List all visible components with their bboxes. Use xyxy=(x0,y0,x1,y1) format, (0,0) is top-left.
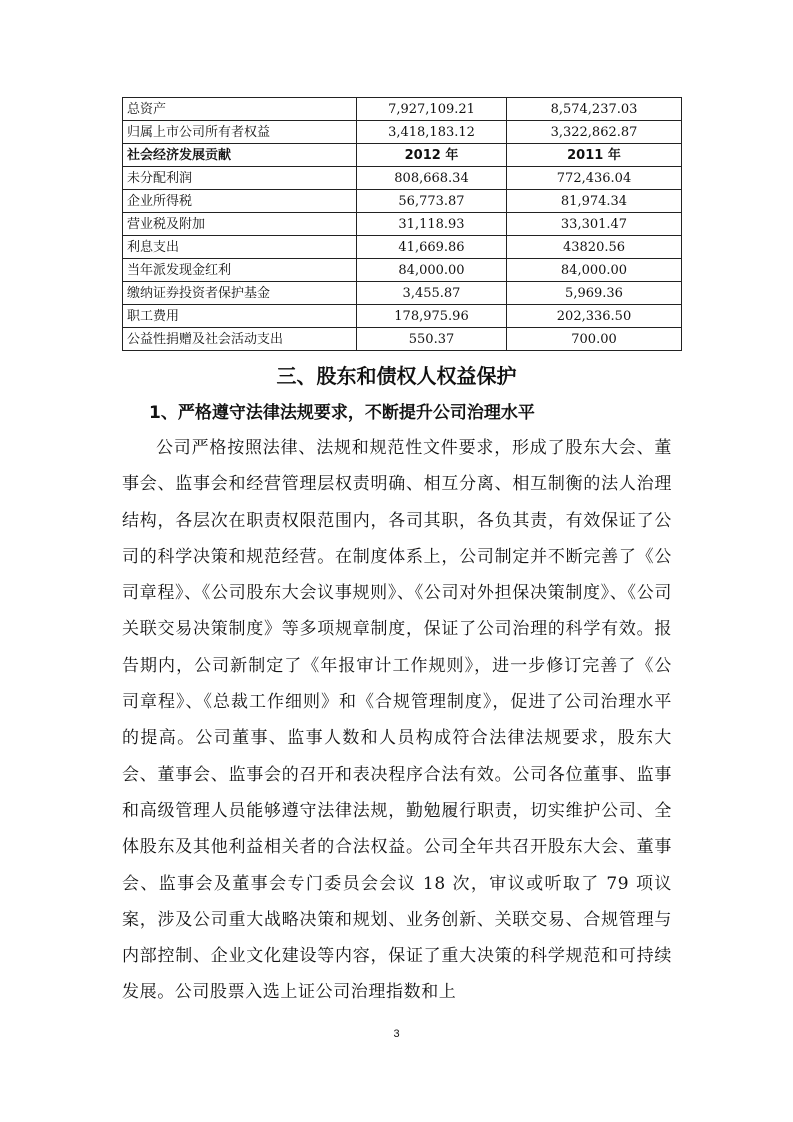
row-label: 企业所得税 xyxy=(123,190,357,213)
value-2011: 33,301.47 xyxy=(507,213,682,236)
value-2011: 5,969.36 xyxy=(507,282,682,305)
page-number: 3 xyxy=(393,1028,400,1040)
value-2012: 550.37 xyxy=(357,328,507,351)
value-2012: 84,000.00 xyxy=(357,259,507,282)
section-header-label: 社会经济发展贡献 xyxy=(123,144,357,167)
value-2012: 56,773.87 xyxy=(357,190,507,213)
table-row xyxy=(123,282,682,305)
value-2012: 3,455.87 xyxy=(357,282,507,305)
value-2012: 178,975.96 xyxy=(357,305,507,328)
row-label: 公益性捐赠及社会活动支出 xyxy=(123,328,357,351)
value-2011: 202,336.50 xyxy=(507,305,682,328)
section-title: 三、股东和债权人权益保护 xyxy=(276,364,517,388)
value-2012: 3,418,183.12 xyxy=(357,121,507,144)
subsection-title: 1、严格遵守法律法规要求，不断提升公司治理水平 xyxy=(149,403,535,423)
value-2011: 8,574,237.03 xyxy=(507,98,682,121)
value-2012: 808,668.34 xyxy=(357,167,507,190)
row-label: 归属上市公司所有者权益 xyxy=(123,121,357,144)
value-2012: 31,118.93 xyxy=(357,213,507,236)
value-2011: 700.00 xyxy=(507,328,682,351)
table-section-header xyxy=(123,144,682,167)
value-2012: 7,927,109.21 xyxy=(357,98,507,121)
table-row xyxy=(123,328,682,351)
value-2011: 81,974.34 xyxy=(507,190,682,213)
table-row xyxy=(123,213,682,236)
table-row xyxy=(123,236,682,259)
table-row xyxy=(123,190,682,213)
column-header-2012: 2012 年 xyxy=(357,144,507,167)
value-2011: 772,436.04 xyxy=(507,167,682,190)
body-paragraph: 公司严格按照法律、法规和规范性文件要求，形成了股东大会、董事会、监事会和经营管理层权责明确、相互分离、相互制衡的法人治理结构，各层次在职责权限范围内，各司其职，各负其责，有效保证了公司的科学决策和规范经营。在制度体系上，公司制定并不断完善了《公司章程》、《公司股东大会议事规则》、《公司对外担保决策制度》、《公司关联交易决策制度》等多项规章制度，保证了公司治理的科学有效。报告期内，公司新制定了《年报审计工作规则》，进一步修订完善了《公司章程》、《总裁工作细则》和《合规管理制度》，促进了公司治理水平的提高。公司董事、监事人数和人员构成符合法律法规要求，股东大会、董事会、监事会的召开和表决程序合法有效。公司各位董事、监事和高级管理人员能够遵守法律法规，勤勉履行职责，切实维护公司、全体股东及其他利益相关者的合法权益。公司全年共召开股东大会、董事会、监事会及董事会专门委员会会议 18 次，审议或听取了 79 项议案，涉及公司重大战略决策和规划、业务创新、关联交易、合规管理与内部控制、企业文化建设等内容，保证了重大决策的科学规范和可持续发展。公司股票入选上证公司治理指数和上 xyxy=(122,438,672,1003)
row-label: 总资产 xyxy=(123,98,357,121)
row-label: 未分配利润 xyxy=(123,167,357,190)
value-2011: 84,000.00 xyxy=(507,259,682,282)
value-2011: 3,322,862.87 xyxy=(507,121,682,144)
table-row xyxy=(123,98,682,121)
value-2012: 41,669.86 xyxy=(357,236,507,259)
row-label: 营业税及附加 xyxy=(123,213,357,236)
value-2011: 43820.56 xyxy=(507,236,682,259)
table-row xyxy=(123,121,682,144)
table-row xyxy=(123,167,682,190)
row-label: 利息支出 xyxy=(123,236,357,259)
row-label: 缴纳证券投资者保护基金 xyxy=(123,282,357,305)
column-header-2011: 2011 年 xyxy=(507,144,682,167)
row-label: 职工费用 xyxy=(123,305,357,328)
table-row xyxy=(123,305,682,328)
row-label: 当年派发现金红利 xyxy=(123,259,357,282)
financial-table xyxy=(122,97,682,351)
table-row xyxy=(123,259,682,282)
